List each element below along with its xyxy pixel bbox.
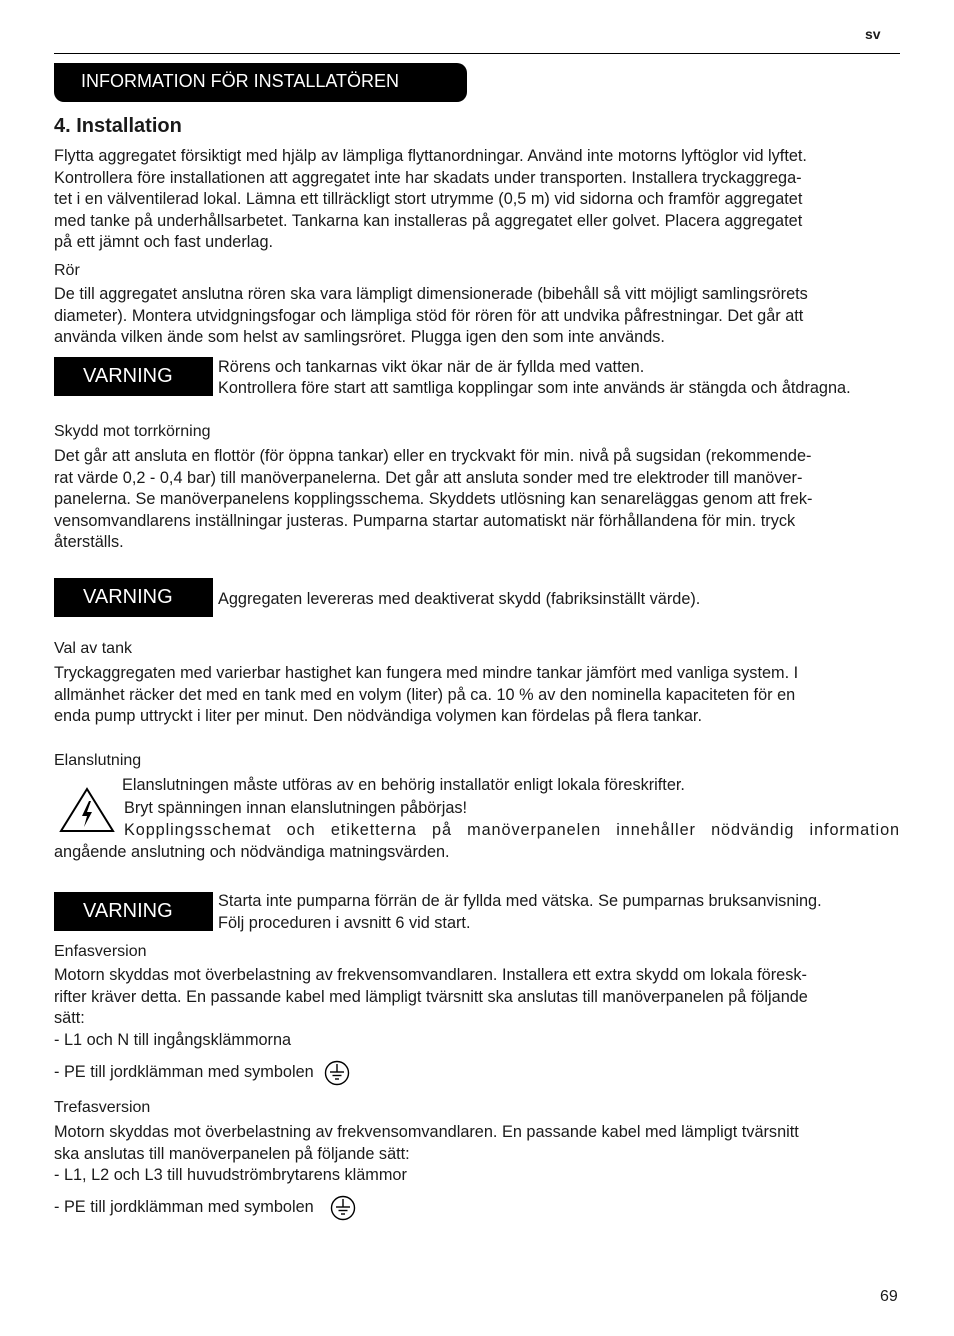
text-line: Flytta aggregatet försiktigt med hjälp av lämpliga flyttanordningar. Använd inte motorns lyftöglor vid lyftet.	[54, 147, 807, 165]
text-line: på ett jämnt och fast underlag.	[54, 233, 274, 252]
header-rule	[54, 53, 900, 54]
warning-label: VARNING	[54, 357, 213, 396]
text-line: Följ proceduren i avsnitt 6 vid start.	[218, 913, 471, 932]
text-line: Motorn skyddas mot överbelastning av frekvensomvandlaren. En passande kabel med lämpligt tvärsnitt	[54, 1123, 799, 1141]
enfas-paragraph	[54, 965, 900, 1051]
subheading-enfas: Enfasversion	[54, 943, 147, 960]
ground-symbol-icon	[330, 1195, 356, 1221]
list-item-text: - PE till jordklämman med symbolen	[54, 1198, 314, 1216]
ror-paragraph	[54, 284, 900, 349]
el-line-1: Elanslutningen måste utföras av en behörig installatör enligt lokala föreskrifter.	[122, 776, 685, 794]
text-line: med tanke på underhållsarbetet. Tankarna kan installeras på aggregatet eller golvet. Placera aggregatet	[54, 211, 803, 230]
text-line: ska anslutas till manöverpanelen på följande sätt:	[54, 1144, 410, 1163]
text-line: tet i en välventilerad lokal. Lämna ett tillräckligt stort utrymme (0,5 m) vid sidorna och framför aggregatet	[54, 190, 803, 209]
text-line: rifter kräver detta. En passande kabel med lämpligt tvärsnitt ska anslutas till manöverpanelen på följande	[54, 987, 808, 1006]
list-item: - L1 och N till ingångsklämmorna	[54, 1030, 292, 1049]
section-title: 4. Installation	[54, 115, 182, 137]
list-item	[54, 1058, 350, 1086]
subheading-el: Elanslutning	[54, 752, 142, 769]
trefas-paragraph	[54, 1122, 900, 1187]
text-line: sätt:	[54, 1009, 85, 1028]
text-line: Rörens och tankarnas vikt ökar när de är fyllda med vatten.	[218, 358, 645, 376]
subheading-tank: Val av tank	[54, 640, 132, 657]
text-line: Kontrollera före start att samtliga kopplingar som inte används är stängda och åtdragna.	[218, 379, 851, 397]
subheading-skydd: Skydd mot torrkörning	[54, 423, 211, 440]
text-line: allmänhet räcker det med en tank med en volym (liter) på ca. 10 % av den nominella kapaciteten för en	[54, 685, 796, 704]
text-line: Motorn skyddas mot överbelastning av frekvensomvandlaren. Installera ett extra skydd om lokala föresk-	[54, 966, 807, 984]
text-line: Det går att ansluta en flottör (för öppna tankar) eller en tryckvakt för min. nivå på sugsidan (rekommende-	[54, 447, 812, 465]
warning-label: VARNING	[54, 892, 213, 931]
electric-hazard-icon	[58, 786, 116, 834]
subheading-ror: Rör	[54, 262, 80, 279]
text-line: panelerna. Se manöverpanelens kopplingsschema. Skyddets utlösning kan senareläggas genom att frek-	[54, 490, 813, 509]
text-line: Starta inte pumparna förrän de är fyllda med vätska. Se pumparnas bruksanvisning.	[218, 892, 822, 910]
page-number: 69	[880, 1288, 898, 1305]
section-banner: INFORMATION FÖR INSTALLATÖREN	[54, 63, 467, 102]
warning-text	[218, 357, 851, 399]
list-item: - L1, L2 och L3 till huvudströmbrytarens klämmor	[54, 1166, 407, 1185]
intro-paragraph	[54, 146, 900, 254]
text-line: enda pump uttryckt i liter per minut. Den nödvändiga volymen kan fördelas på flera tankar.	[54, 707, 702, 726]
warning-text	[218, 891, 900, 934]
subheading-trefas: Trefasversion	[54, 1099, 151, 1116]
text-line: rat värde 0,2 - 0,4 bar) till manöverpanelerna. Det går att ansluta sonder med tre elektroder till manöver-	[54, 468, 803, 487]
skydd-paragraph	[54, 446, 900, 554]
text-line: diameter). Montera utvidgningsfogar och lämpliga stöd för rören för att undvika påfrestningar. Det går att	[54, 306, 804, 325]
ground-symbol-icon	[324, 1060, 350, 1086]
warning-label: VARNING	[54, 578, 213, 617]
el-line-2: Bryt spänningen innan elanslutningen påbörjas!	[124, 799, 468, 817]
list-item	[54, 1193, 356, 1221]
text-line: använda vilken ände som helst av samlingsröret. Plugga igen den som inte används.	[54, 328, 665, 347]
language-code: sv	[865, 26, 881, 42]
text-line: vensomvandlarens inställningar justeras. Pumparna startar automatiskt när förhållandena för min. tryck	[54, 511, 796, 530]
text-line: De till aggregatet anslutna rören ska vara lämpligt dimensionerade (bibehåll så vitt möjligt samlingsrörets	[54, 285, 808, 303]
list-item-text: - PE till jordklämman med symbolen	[54, 1063, 314, 1081]
text-line: Tryckaggregaten med varierbar hastighet kan fungera med mindre tankar jämfört med vanliga system. I	[54, 664, 799, 682]
el-line-3: Kopplingsschemat och etiketterna på manöverpanelen innehåller nödvändig information	[124, 821, 900, 839]
tank-paragraph	[54, 663, 900, 728]
text-line: återställs.	[54, 533, 124, 552]
warning-text: Aggregaten levereras med deaktiverat skydd (fabriksinställt värde).	[218, 590, 701, 608]
el-line-4: angående anslutning och nödvändiga matningsvärden.	[54, 843, 450, 861]
text-line: Kontrollera före installationen att aggregatet inte har skadats under transporten. Installera tryckaggrega-	[54, 168, 802, 187]
